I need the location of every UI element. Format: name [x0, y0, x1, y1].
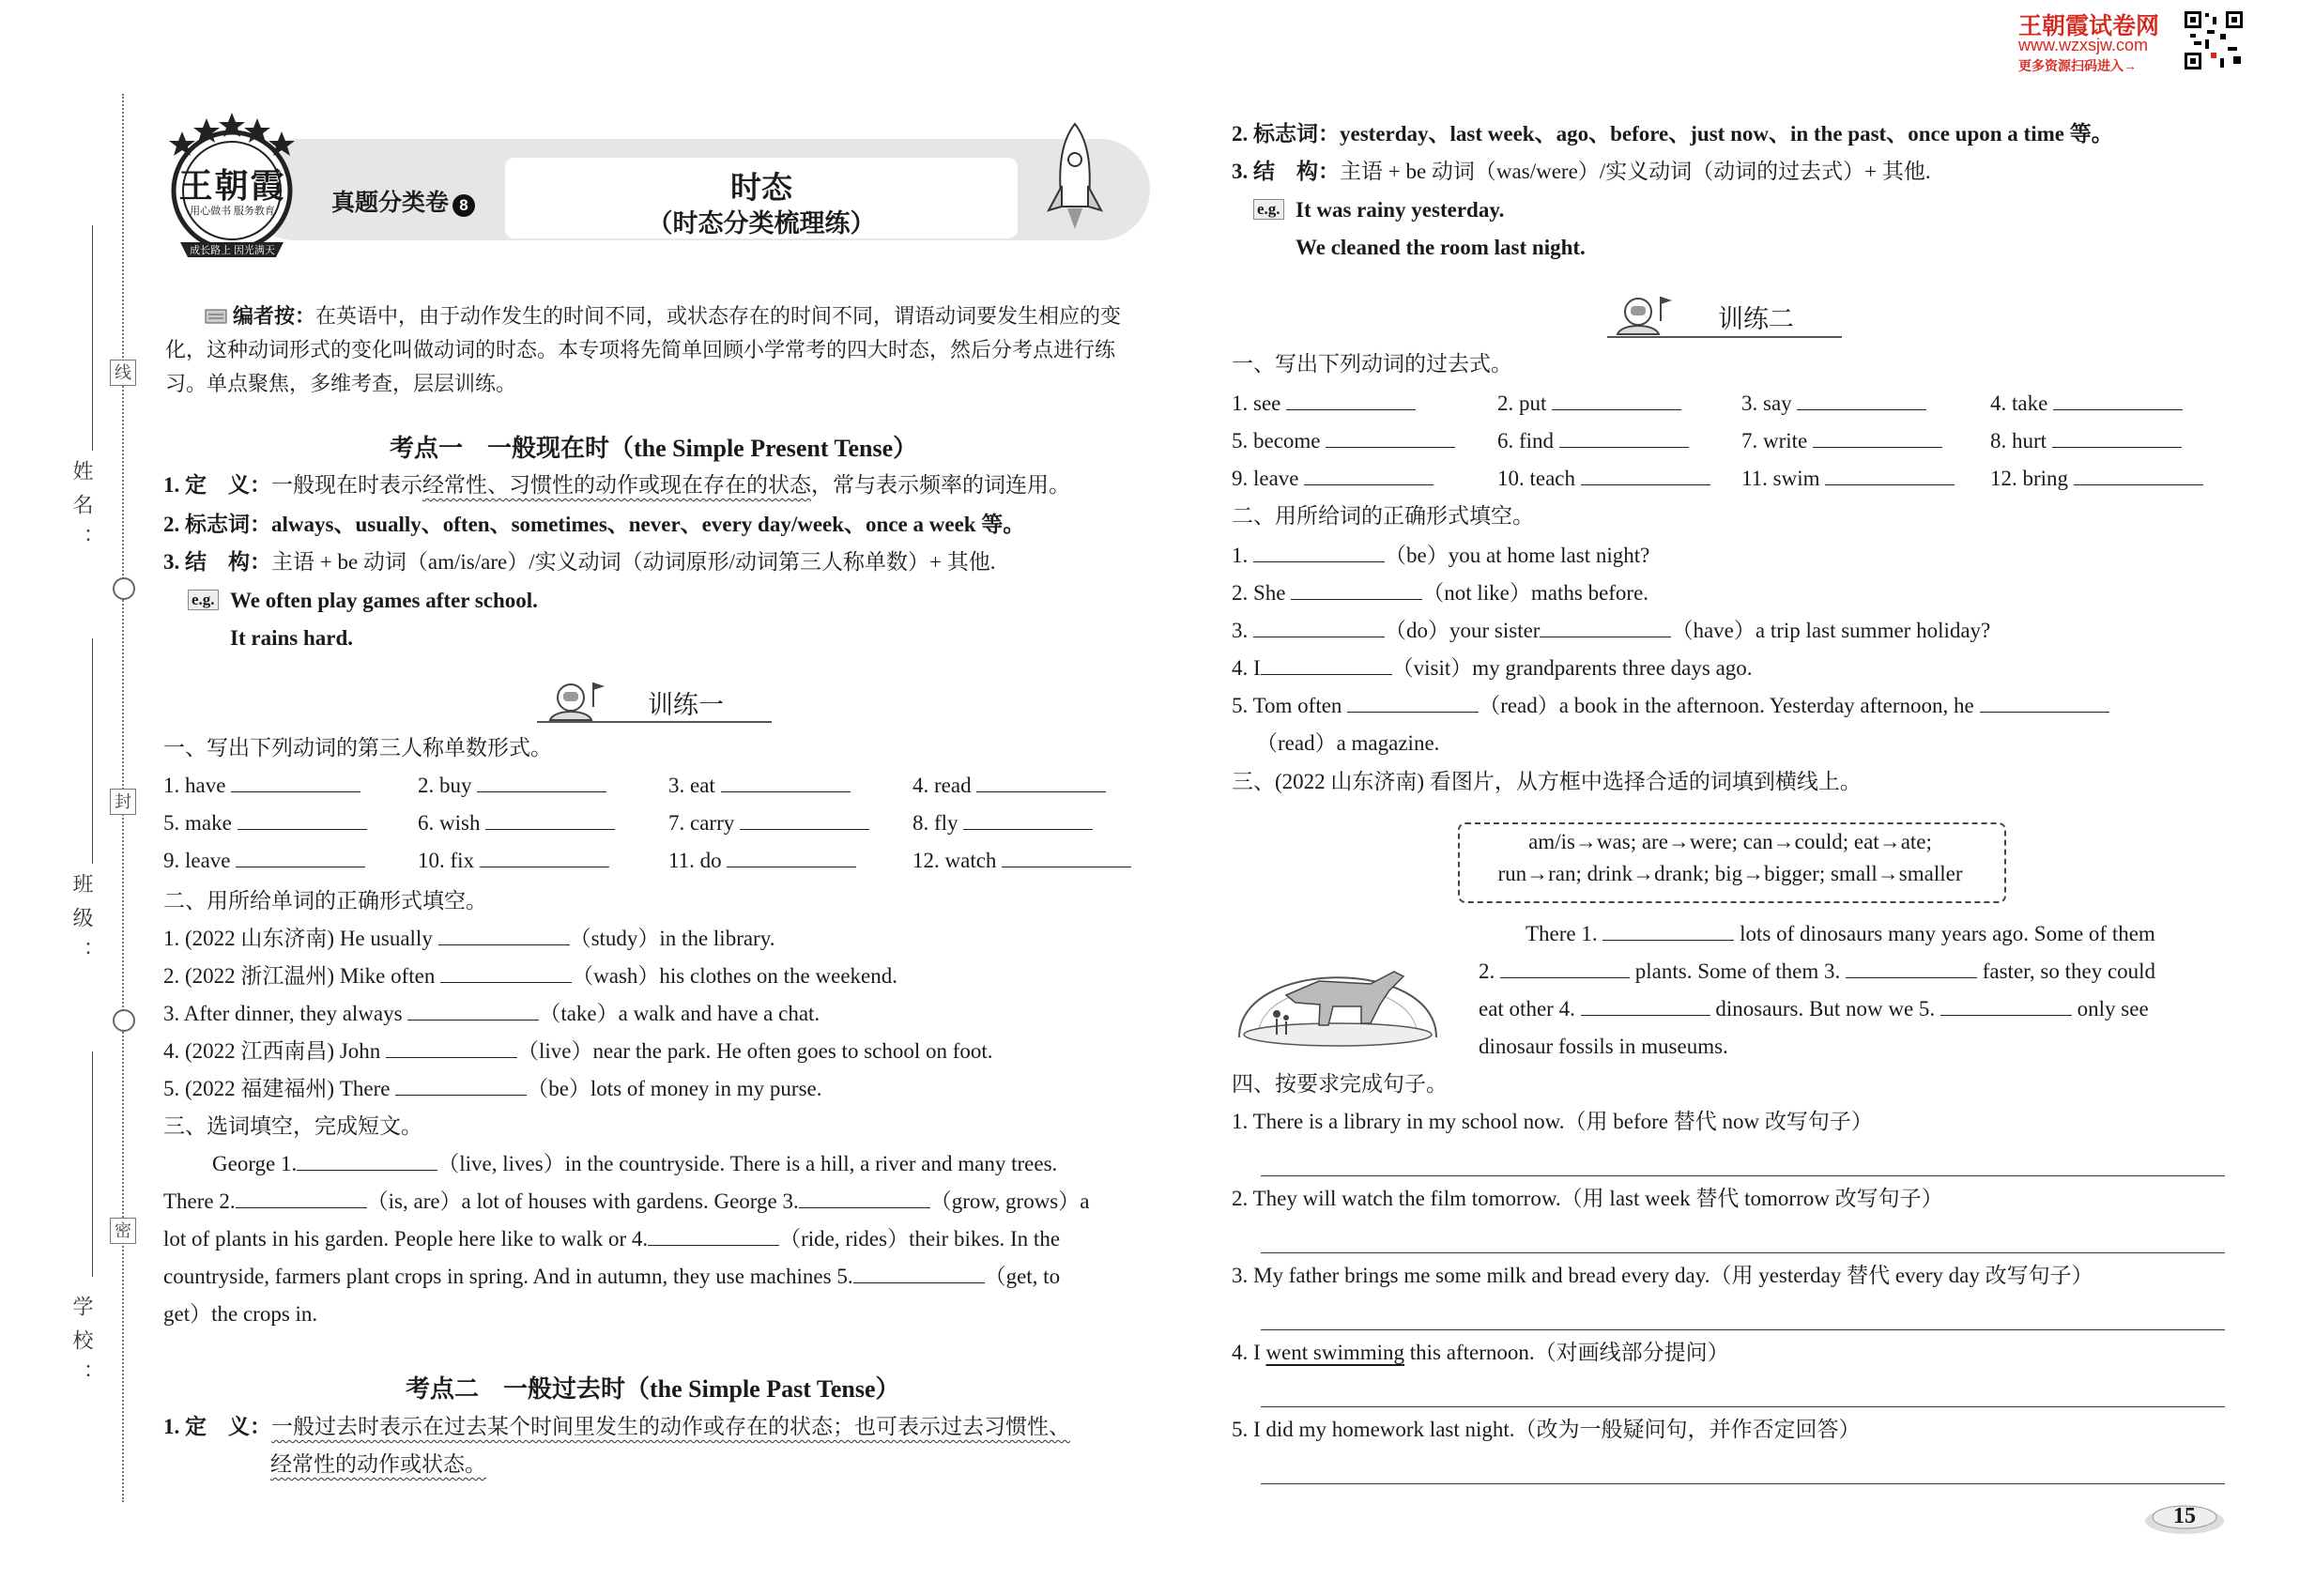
train2-underline — [1607, 336, 1842, 338]
t2-q2-3b: （do）your sister — [1385, 619, 1541, 642]
t1-word-label: 3. eat — [668, 774, 715, 797]
t1-q1-title: 一、写出下列动词的第三人称单数形式。 — [163, 736, 552, 760]
dino-1b: lots of dinosaurs many years ago. Some of them — [1740, 922, 2155, 945]
t1-q2-4b: （live）near the park. He often goes to school on foot. — [517, 1039, 993, 1063]
astronaut-icon — [1610, 293, 1674, 338]
t2-q4-item-2: 2. They will watch the film tomorrow.（用 last week 替代 tomorrow 改写句子） — [1232, 1187, 1943, 1210]
logo-name: 王朝霞 — [178, 167, 286, 205]
t2-word-label: 1. see — [1232, 391, 1281, 415]
t1-word-item — [668, 809, 869, 837]
t1-word-label: 9. leave — [163, 849, 231, 872]
box-line-1: am/is→was; are→were; can→could; eat→ate; — [1528, 830, 1932, 853]
t1-word-label: 2. buy — [418, 774, 472, 797]
answer-blank[interactable] — [1253, 543, 1385, 562]
answer-blank[interactable] — [1846, 959, 1977, 978]
answer-blank[interactable] — [477, 773, 606, 792]
intro-line-1 — [233, 302, 1121, 330]
answer-blank[interactable] — [395, 1076, 527, 1096]
answer-line[interactable] — [1261, 1175, 2225, 1176]
t1-q2-item-3 — [163, 1000, 820, 1028]
t1-word-item — [163, 772, 360, 800]
answer-blank[interactable] — [2053, 391, 2183, 410]
t1-word-item — [418, 809, 615, 837]
kp1-definition — [163, 471, 1070, 499]
answer-blank[interactable] — [1540, 618, 1671, 637]
dino-2c: faster, so they could — [1982, 959, 2156, 983]
answer-blank[interactable] — [799, 1189, 930, 1208]
t2-word-label: 3. say — [1741, 391, 1792, 415]
page-title: 时态 — [730, 169, 792, 206]
answer-blank[interactable] — [1347, 693, 1479, 713]
t1-passage-line-5: get）the crops in. — [163, 1302, 318, 1326]
t2-q2-4a: 4. I — [1232, 656, 1261, 680]
kp2-example-2: We cleaned the room last night. — [1296, 236, 1586, 259]
t2-q2-3c: （have）a trip last summer holiday? — [1671, 619, 1991, 642]
school-label: 学校： — [70, 1296, 94, 1397]
dino-3b: dinosaurs. But now we 5. — [1715, 997, 1936, 1021]
t2-q4-item-3: 3. My father brings me some milk and bread every day.（用 yesterday 替代 every day 改写句子） — [1232, 1264, 2093, 1287]
t1-passage-line-3 — [163, 1225, 1060, 1253]
kp1-sig-label: 2. 标志词： — [163, 513, 271, 536]
school-blank[interactable] — [92, 1051, 93, 1277]
answer-blank[interactable] — [740, 810, 869, 830]
t1-word-item — [668, 847, 856, 875]
t1-passage-line-1 — [212, 1150, 1057, 1178]
t1-word-label: 5. make — [163, 811, 232, 835]
astronaut-icon — [543, 679, 606, 724]
t2-word-label: 2. put — [1497, 391, 1547, 415]
t2-q3-title: 三、(2022 山东济南) 看图片，从方框中选择合适的词填到横线上。 — [1232, 770, 1862, 793]
t1-word-item — [912, 847, 1131, 875]
t1-p2b: （is, are）a lot of houses with gardens. George 3. — [366, 1189, 799, 1213]
t2-q4-4b: this afternoon.（对画线部分提问） — [1404, 1341, 1729, 1364]
dino-2b: plants. Some of them 3. — [1634, 959, 1841, 983]
t2-q2-item-5-cont: （read）a magazine. — [1256, 731, 1440, 755]
answer-blank[interactable] — [236, 1189, 367, 1208]
intro-tag: 编者按： — [233, 304, 316, 328]
answer-blank[interactable] — [297, 1151, 437, 1171]
t1-p1b: （live, lives）in the countryside. There is a hill, a river and many trees. — [437, 1152, 1058, 1175]
t2-word-label: 6. find — [1497, 429, 1555, 453]
answer-blank[interactable] — [386, 1038, 517, 1058]
t1-p2a: There 2. — [163, 1189, 236, 1213]
t2-word-item — [1990, 465, 2203, 493]
answer-blank[interactable] — [407, 1001, 539, 1021]
t2-q4-4u: went swimming — [1265, 1341, 1405, 1364]
t1-q2-item-5 — [163, 1075, 822, 1103]
t2-q2-item-4 — [1232, 654, 1753, 683]
kp1-title: 考点一 一般现在时（the Simple Present Tense） — [390, 435, 918, 462]
answer-blank[interactable] — [440, 963, 572, 983]
t2-q2-title: 二、用所给词的正确形式填空。 — [1232, 504, 1534, 528]
name-blank[interactable] — [92, 225, 93, 451]
t1-q2-item-4 — [163, 1037, 993, 1066]
page-subtitle: （时态分类梳理练） — [647, 209, 876, 238]
t2-word-label: 10. teach — [1497, 467, 1576, 490]
t2-q4-item-1: 1. There is a library in my school now.（用 before 替代 now 改写句子） — [1232, 1110, 1873, 1133]
answer-blank[interactable] — [1797, 391, 1926, 410]
kp2-def-label: 1. 定 义： — [163, 1415, 271, 1438]
kp1-def-b: ，常与表示频率的词连用。 — [811, 473, 1070, 497]
intro-line-3: 习。单点聚焦，多维考查，层层训练。 — [165, 372, 517, 395]
t1-q2-5a: 5. (2022 福建福州) There — [163, 1077, 396, 1100]
t1-passage-line-4 — [163, 1263, 1060, 1291]
t2-word-item — [1497, 390, 1681, 418]
dino-1a: There 1. — [1526, 922, 1598, 945]
binding-ring-icon — [113, 1009, 135, 1032]
t1-word-label: 10. fix — [418, 849, 475, 872]
answer-blank[interactable] — [480, 848, 609, 867]
train1-title: 训练一 — [648, 691, 724, 719]
t2-word-item — [1741, 465, 1955, 493]
site-tip: 更多资源扫码进入→ — [2018, 58, 2137, 73]
t1-word-item — [912, 772, 1106, 800]
box-line-2: run→ran; drink→drank; big→bigger; small→smaller — [1497, 862, 1963, 885]
t2-q2-item-3 — [1232, 617, 1990, 645]
t2-q4-item-4 — [1232, 1339, 1729, 1367]
t1-word-item — [668, 772, 851, 800]
t2-q2-5a: 5. Tom often — [1232, 694, 1342, 717]
series-number-badge: 8 — [452, 194, 475, 217]
kp1-example-2: It rains hard. — [230, 626, 353, 650]
t2-word-label: 11. swim — [1741, 467, 1820, 490]
t2-q2-item-5 — [1232, 692, 2109, 720]
t1-word-item — [418, 847, 609, 875]
t1-p3b: （ride, rides）their bikes. In the — [779, 1227, 1061, 1251]
t2-q4-4a: 4. I — [1232, 1341, 1266, 1364]
kp1-str-label: 3. 结 构： — [163, 550, 271, 574]
dino-line-4: dinosaur fossils in museums. — [1479, 1035, 1728, 1058]
t1-word-label: 12. watch — [912, 849, 997, 872]
t2-q2-3a: 3. — [1232, 619, 1249, 642]
answer-line[interactable] — [1261, 1483, 2225, 1484]
t2-word-item — [1990, 390, 2183, 418]
kp2-title: 考点二 一般过去时（the Simple Past Tense） — [406, 1375, 900, 1403]
t2-q2-item-1 — [1232, 542, 1649, 570]
answer-blank[interactable] — [1500, 959, 1630, 978]
qr-code-icon[interactable] — [2183, 9, 2245, 71]
intro-line-2: 化，这种动词形式的变化叫做动词的时态。本专项将先简单回顾小学常考的四大时态，然后分考点进行练 — [165, 338, 1116, 361]
t1-q2-2a: 2. (2022 浙江温州) Mike often — [163, 964, 441, 988]
kp2-example-1: It was rainy yesterday. — [1296, 198, 1505, 222]
t1-p4b: （get, to — [984, 1265, 1061, 1288]
kp2-str-label: 3. 结 构： — [1232, 160, 1340, 183]
series-label — [331, 184, 475, 218]
answer-blank[interactable] — [1980, 693, 2109, 713]
t1-q3-title: 三、选词填空，完成短文。 — [163, 1114, 422, 1138]
t2-word-item — [1232, 427, 1455, 455]
site-name: 王朝霞试卷网 — [2018, 13, 2160, 39]
t1-q2-4a: 4. (2022 江西南昌) John — [163, 1039, 387, 1063]
answer-blank[interactable] — [1581, 996, 1710, 1016]
class-blank[interactable] — [92, 638, 93, 864]
kp2-str: 主语 + be 动词（was/were）/实义动词（动词的过去式）+ 其他. — [1340, 160, 1931, 183]
t2-q2-1a: 1. — [1232, 544, 1249, 567]
answer-blank[interactable] — [1286, 391, 1416, 410]
t1-word-item — [418, 772, 606, 800]
answer-blank[interactable] — [1552, 391, 1681, 410]
answer-blank[interactable] — [238, 810, 367, 830]
kp2-def-1: 一般过去时表示在过去某个时间里发生的动作或存在的状态；也可表示过去习惯性、 — [271, 1415, 1070, 1438]
brand-block — [2018, 8, 2230, 73]
t2-q2-4b: （visit）my grandparents three days ago. — [1391, 656, 1753, 680]
answer-blank[interactable] — [1253, 618, 1385, 637]
name-label: 姓名： — [70, 460, 94, 561]
answer-blank[interactable] — [485, 810, 615, 830]
t1-p1a: George 1. — [212, 1152, 298, 1175]
answer-blank[interactable] — [1825, 466, 1955, 485]
t1-word-item — [912, 809, 1093, 837]
answer-blank[interactable] — [236, 848, 365, 867]
kp2-definition-2: 经常性的动作或状态。 — [270, 1452, 486, 1476]
binding-ring-icon — [113, 577, 135, 600]
seal-mi: 密 — [110, 1218, 136, 1244]
t2-word-item — [1497, 427, 1689, 455]
t1-q2-5b: （be）lots of money in my purse. — [527, 1077, 822, 1100]
t1-word-item — [163, 847, 365, 875]
t2-q2-2b: （not like）maths before. — [1422, 581, 1649, 605]
kp1-example-1: We often play games after school. — [230, 589, 538, 612]
t1-q2-1b: （study）in the library. — [569, 927, 775, 950]
answer-blank[interactable] — [721, 773, 851, 792]
kp1-sig: always、usually、often、sometimes、never、every day/week、once a week 等。 — [271, 513, 1025, 536]
t2-word-label: 4. take — [1990, 391, 2048, 415]
class-label: 班级： — [70, 873, 94, 974]
t2-q4-title: 四、按要求完成句子。 — [1232, 1072, 1448, 1096]
t2-word-label: 12. bring — [1990, 467, 2069, 490]
t2-word-label: 9. leave — [1232, 467, 1299, 490]
eg-tag: e.g. — [188, 590, 219, 610]
kp1-def-wave: 经常性、习惯性的动作或现在存在的状态 — [422, 473, 811, 497]
site-url[interactable]: www.wzxsjw.com — [2018, 36, 2149, 54]
kp2-sig: yesterday、last week、ago、before、just now、in the past、once upon a time 等。 — [1340, 122, 2113, 146]
eg-tag: e.g. — [1253, 199, 1284, 220]
t1-q2-title: 二、用所给单词的正确形式填空。 — [163, 889, 487, 913]
rocket-icon — [1037, 120, 1112, 233]
t1-word-item — [163, 809, 367, 837]
answer-blank[interactable] — [1261, 655, 1392, 675]
answer-blank[interactable] — [853, 1264, 985, 1283]
kp2-sig-label: 2. 标志词： — [1232, 122, 1340, 146]
t2-word-item — [1232, 465, 1434, 493]
t1-word-label: 8. fly — [912, 811, 958, 835]
kp1-str: 主语 + be 动词（am/is/are）/实义动词（动词原形/动词第三人称单数）+ 其他. — [271, 550, 996, 574]
answer-blank[interactable] — [1559, 428, 1689, 448]
dino-3c: only see — [2077, 997, 2149, 1021]
answer-blank[interactable] — [1002, 848, 1131, 867]
answer-blank[interactable] — [2052, 428, 2182, 448]
t2-word-item — [1232, 390, 1416, 418]
t2-q2-5b: （read）a book in the afternoon. Yesterday afternoon, he — [1479, 694, 1974, 717]
t1-p3a: lot of plants in his garden. People here like to walk or 4. — [163, 1227, 649, 1251]
dino-3a: eat other 4. — [1479, 997, 1575, 1021]
t1-word-label: 6. wish — [418, 811, 481, 835]
t1-q2-2b: （wash）his clothes on the weekend. — [572, 964, 897, 988]
kp2-definition-1 — [163, 1413, 1070, 1441]
t1-q2-3a: 3. After dinner, they always — [163, 1002, 408, 1025]
t2-word-item — [1741, 390, 1926, 418]
t2-word-label: 5. become — [1232, 429, 1321, 453]
answer-blank[interactable] — [438, 926, 570, 945]
page-number: 15 — [2173, 1504, 2196, 1528]
t2-q2-item-2 — [1232, 579, 1648, 607]
logo-small: 用心做书 服务教育 — [190, 206, 275, 217]
t2-q4-item-5: 5. I did my homework last night.（改为一般疑问句，并作否定回答） — [1232, 1418, 1861, 1441]
train2-title: 训练二 — [1718, 305, 1794, 333]
t1-q2-1a: 1. (2022 山东济南) He usually — [163, 927, 438, 950]
answer-blank[interactable] — [231, 773, 360, 792]
t1-q2-item-2 — [163, 962, 897, 990]
t1-q2-3b: （take）a walk and have a chat. — [539, 1002, 820, 1025]
t1-word-label: 4. read — [912, 774, 972, 797]
t2-word-label: 8. hurt — [1990, 429, 2047, 453]
logo-ribbon: 成长路上 因光满天 — [190, 245, 275, 256]
kp1-def-label: 1. 定 义： — [163, 473, 271, 497]
kp1-signal-words — [163, 511, 1024, 539]
answer-blank[interactable] — [1581, 466, 1710, 485]
answer-blank[interactable] — [1291, 580, 1422, 600]
t2-word-item — [1741, 427, 1942, 455]
kp1-structure — [163, 548, 995, 576]
answer-blank[interactable] — [976, 773, 1106, 792]
t2-word-item — [1990, 427, 2182, 455]
answer-blank[interactable] — [727, 848, 856, 867]
answer-blank[interactable] — [1304, 466, 1434, 485]
answer-blank[interactable] — [1326, 428, 1455, 448]
t2-q1-title: 一、写出下列动词的过去式。 — [1232, 352, 1512, 376]
dino-line-2 — [1479, 958, 2155, 986]
t2-q2-1b: （be）you at home last night? — [1385, 544, 1650, 567]
dinosaur-museum-illustration — [1230, 929, 1446, 1051]
answer-line[interactable] — [1261, 1406, 2225, 1407]
dino-2a: 2. — [1479, 959, 1495, 983]
t1-word-label: 7. carry — [668, 811, 735, 835]
answer-line[interactable] — [1261, 1252, 2225, 1253]
answer-blank[interactable] — [1940, 996, 2072, 1016]
series-text: 真题分类卷 — [331, 190, 450, 216]
answer-blank[interactable] — [2074, 466, 2203, 485]
t1-word-label: 11. do — [668, 849, 722, 872]
dino-line-1 — [1526, 920, 2155, 948]
kp2-signal-words — [1232, 120, 2113, 148]
t1-word-label: 1. have — [163, 774, 226, 797]
t1-q2-item-1 — [163, 925, 774, 953]
kp1-def-a: 一般现在时表示 — [271, 473, 422, 497]
t1-p2c: （grow, grows）a — [929, 1189, 1090, 1213]
answer-blank[interactable] — [648, 1226, 779, 1246]
seal-xian: 线 — [110, 360, 136, 386]
dino-line-3 — [1479, 995, 2149, 1023]
answer-blank[interactable] — [963, 810, 1093, 830]
answer-blank[interactable] — [1602, 921, 1734, 941]
t1-passage-line-2 — [163, 1188, 1089, 1216]
seal-feng: 封 — [110, 789, 136, 815]
train1-underline — [537, 721, 772, 723]
t2-q2-2a: 2. She — [1232, 581, 1286, 605]
t1-p4a: countryside, farmers plant crops in spring. And in autumn, they use machines 5. — [163, 1265, 853, 1288]
t2-word-label: 7. write — [1741, 429, 1808, 453]
intro-text-1: 在英语中，由于动作发生的时间不同，或状态存在的时间不同，谓语动词要发生相应的变 — [315, 304, 1122, 328]
answer-line[interactable] — [1261, 1329, 2225, 1330]
t2-word-item — [1497, 465, 1710, 493]
pencil-icon — [205, 307, 229, 326]
answer-blank[interactable] — [1813, 428, 1942, 448]
kp2-structure — [1232, 158, 1931, 186]
